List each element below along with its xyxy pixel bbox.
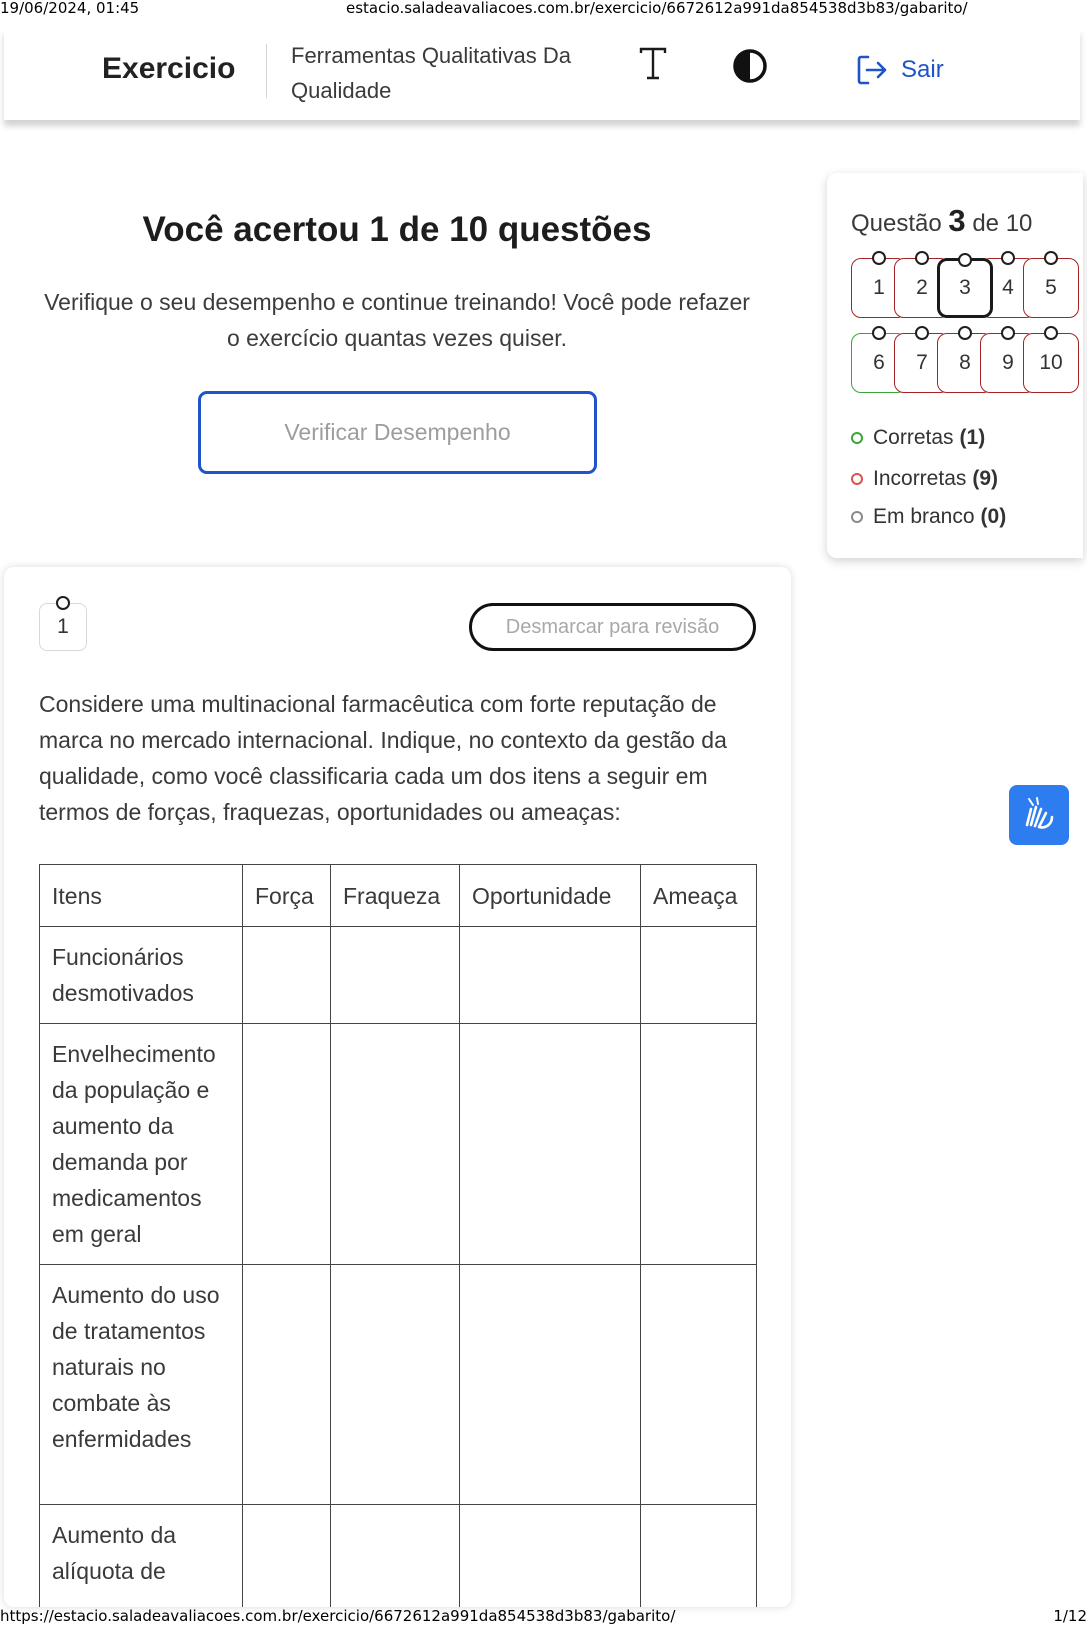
pin-icon [872, 251, 886, 265]
table-cell [460, 1505, 641, 1608]
legend-incorrect-count: (9) [972, 467, 999, 490]
legend-blank-count: (0) [980, 505, 1007, 528]
question-nav-label: 4 [1002, 276, 1014, 299]
incorrect-dot-icon [851, 473, 863, 485]
brand-title: Exercicio [102, 52, 236, 85]
table-cell [331, 1265, 460, 1505]
table-item-cell: Aumento da alíquota de [40, 1505, 243, 1608]
question-nav-label: 2 [916, 276, 928, 299]
swot-table [39, 864, 757, 1607]
logout-button[interactable] [855, 50, 944, 90]
question-nav-label: 9 [1002, 351, 1014, 374]
table-header: Fraqueza [331, 865, 460, 927]
navigator-title [851, 203, 1032, 239]
question-nav-label: 6 [873, 351, 885, 374]
font-size-icon[interactable] [635, 44, 671, 84]
legend-blank-label: Em branco [873, 505, 975, 528]
print-footer-url: https://estacio.saladeavaliacoes.com.br/exercicio/6672612a991da854538d3b83/gabarito/ [0, 1607, 676, 1625]
question-number [39, 603, 87, 651]
table-cell [331, 927, 460, 1024]
question-nav-label: 5 [1045, 276, 1057, 299]
navigator-current: 3 [948, 203, 966, 238]
table-row [40, 1505, 757, 1608]
question-nav-label: 10 [1039, 351, 1063, 374]
table-header: Ameaça [641, 865, 757, 927]
table-header: Força [243, 865, 331, 927]
legend-incorrect [851, 467, 998, 491]
table-row [40, 1024, 757, 1265]
question-card [4, 567, 791, 1607]
print-datetime: 19/06/2024, 01:45 [0, 0, 140, 17]
unmark-review-button[interactable]: Desmarcar para revisão [469, 603, 756, 651]
pin-icon [1044, 251, 1058, 265]
legend-correct [851, 426, 985, 450]
question-nav-label: 3 [959, 276, 971, 299]
table-cell [243, 1024, 331, 1265]
table-cell [331, 1505, 460, 1608]
table-cell [460, 1024, 641, 1265]
table-cell [460, 1265, 641, 1505]
table-header: Itens [40, 865, 243, 927]
question-nav-item[interactable] [1023, 333, 1079, 393]
table-header: Oportunidade [460, 865, 641, 927]
blank-dot-icon [851, 511, 863, 523]
navigator-suffix: de 10 [972, 210, 1033, 237]
pin-icon [872, 326, 886, 340]
question-statement: Considere uma multinacional farmacêutica com forte reputação de marca no mercado internacional. Indique, no contexto da gestão da qualidade, como você classificaria cada um dos itens a seguir em termos de forças, fraquezas, oportunidades ou ameaças: [39, 691, 727, 825]
logout-icon [855, 53, 889, 87]
table-cell [641, 1265, 757, 1505]
sign-language-icon [1019, 795, 1059, 835]
pin-icon [1001, 326, 1015, 340]
table-item-cell: Funcionários desmotivados [40, 927, 243, 1024]
table-row [40, 1265, 757, 1505]
print-footer [0, 1603, 1087, 1625]
navigator-prefix: Questão [851, 210, 942, 237]
print-url: estacio.saladeavaliacoes.com.br/exercicio/6672612a991da854538d3b83/gabarito/ [346, 0, 968, 17]
table-cell [243, 1505, 331, 1608]
table-cell [331, 1024, 460, 1265]
pin-icon [56, 596, 70, 610]
verify-performance-button[interactable]: Verificar Desempenho [198, 391, 597, 474]
table-cell [641, 1024, 757, 1265]
sign-language-button[interactable] [1009, 785, 1069, 845]
result-title: Você acertou 1 de 10 questões [142, 210, 652, 249]
contrast-icon[interactable] [732, 48, 768, 84]
table-header-row [40, 865, 757, 927]
pin-icon [1001, 251, 1015, 265]
table-item-cell: Envelhecimento da população e aumento da demanda por medicamentos em geral [40, 1024, 243, 1265]
top-header [4, 28, 1080, 120]
question-nav-label: 1 [873, 276, 885, 299]
table-cell [243, 927, 331, 1024]
table-cell [243, 1265, 331, 1505]
legend-correct-count: (1) [959, 426, 986, 449]
pin-icon [958, 253, 972, 267]
legend-incorrect-label: Incorretas [873, 467, 967, 490]
question-navigator [827, 173, 1083, 558]
legend-correct-label: Corretas [873, 426, 954, 449]
pin-icon [1044, 326, 1058, 340]
question-nav-label: 7 [916, 351, 928, 374]
pin-icon [915, 326, 929, 340]
header-divider [266, 44, 267, 98]
table-row [40, 927, 757, 1024]
subject-title: Ferramentas Qualitativas Da Qualidade [291, 43, 571, 103]
table-cell [641, 927, 757, 1024]
correct-dot-icon [851, 432, 863, 444]
print-header [0, 0, 1087, 18]
print-page-number: 1/12 [1053, 1607, 1087, 1625]
pin-icon [915, 251, 929, 265]
table-cell [641, 1505, 757, 1608]
pin-icon [958, 326, 972, 340]
logout-label: Sair [901, 56, 944, 83]
question-nav-item[interactable] [937, 258, 993, 318]
question-nav-label: 8 [959, 351, 971, 374]
legend-blank [851, 505, 1006, 529]
table-item-cell: Aumento do uso de tratamentos naturais no combate às enfermidades [40, 1265, 243, 1505]
result-subtitle: Verifique o seu desempenho e continue treinando! Você pode refazer o exercício quantas vezes quiser. [44, 289, 750, 351]
question-nav-item[interactable] [1023, 258, 1079, 318]
table-cell [460, 927, 641, 1024]
question-number-label: 1 [57, 615, 69, 638]
